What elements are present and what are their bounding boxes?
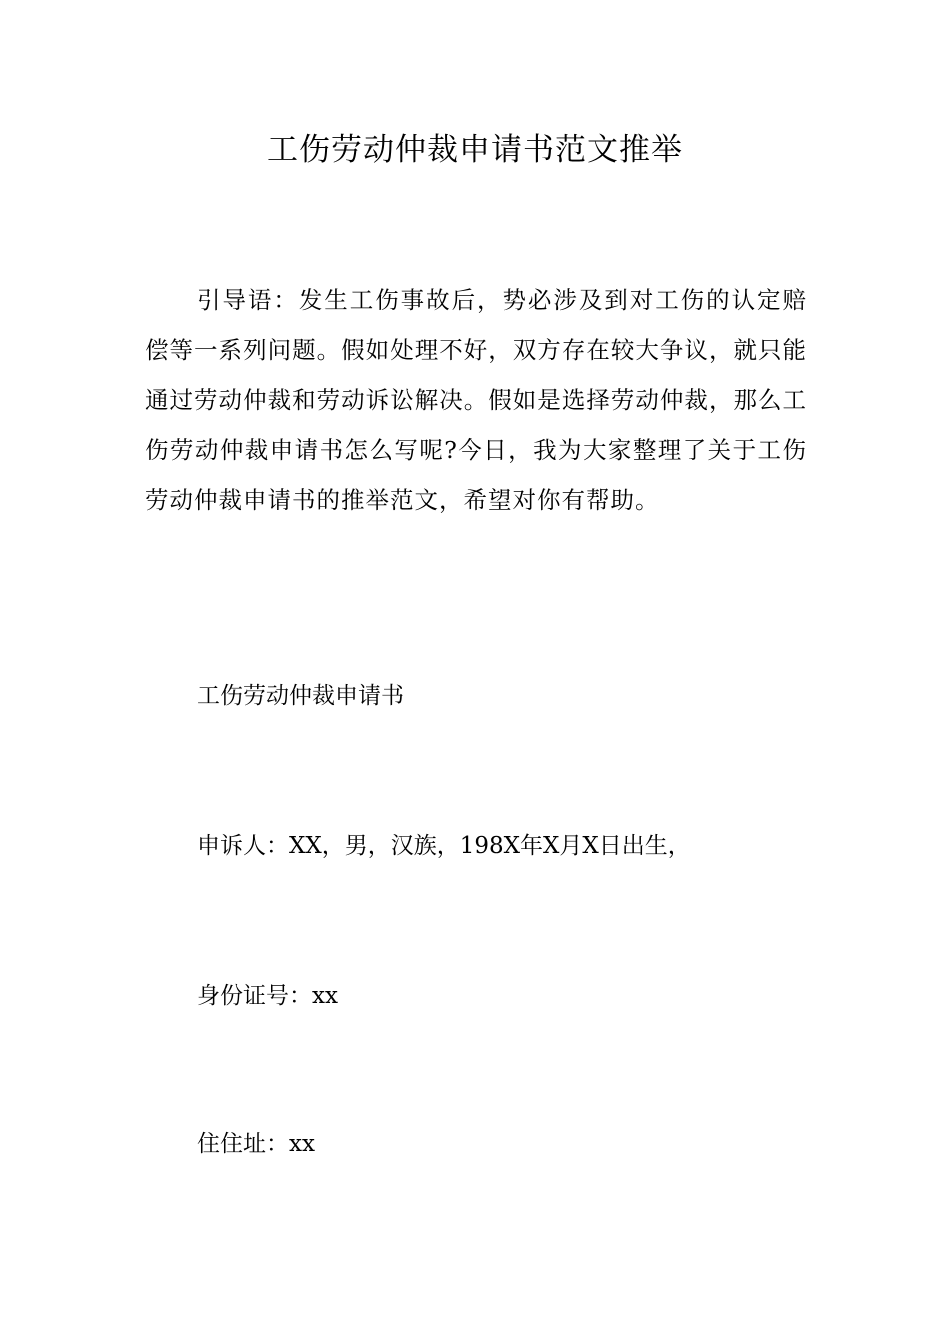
intro-paragraph: 引导语：发生工伤事故后，势必涉及到对工伤的认定赔偿等一系列问题。假如处理不好，双方存在较大争议，就只能通过劳动仲裁和劳动诉讼解决。假如是选择劳动仲裁，那么工伤劳动仲裁申请书怎么写呢?今日，我为大家整理了关于工伤劳动仲裁申请书的推举范文，希望对你有帮助。 xyxy=(145,286,807,514)
form-heading: 工伤劳动仲裁申请书 xyxy=(197,683,404,709)
applicant-line: 申诉人：XX，男，汉族，198X年X月X日出生， xyxy=(197,833,691,859)
address-line: 住住址：xx xyxy=(197,1131,315,1157)
document-title: 工伤劳动仲裁申请书范文推举 xyxy=(267,132,683,168)
id-number-line: 身份证号：xx xyxy=(197,983,338,1009)
